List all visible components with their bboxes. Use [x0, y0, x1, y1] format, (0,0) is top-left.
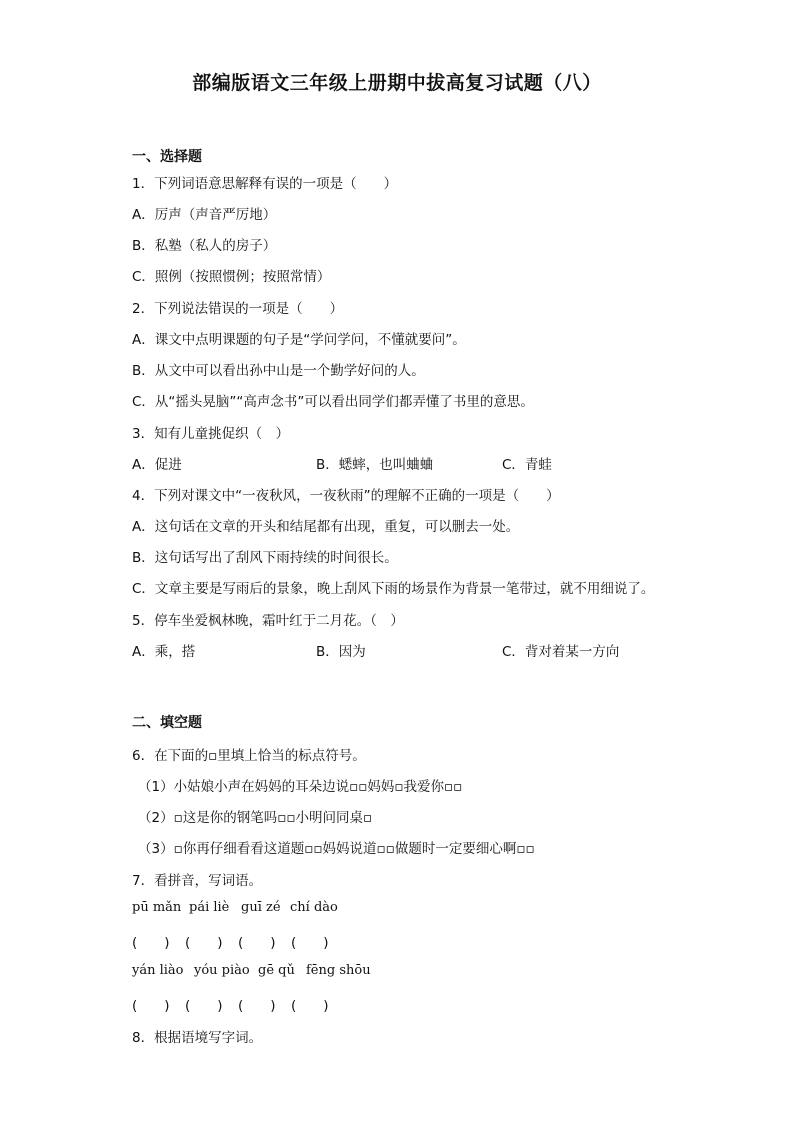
- pinyin-item: gē qǔ: [258, 963, 295, 978]
- section-heading-fill-in: 二、填空题: [132, 715, 202, 731]
- question-8-stem: 8．根据语境写字词。: [132, 1030, 263, 1046]
- question-4-stem: 4．下列对课文中“一夜秋风，一夜秋雨”的理解不正确的一项是（ ）: [132, 488, 560, 504]
- question-1-option-b: B．私塾（私人的房子）: [132, 238, 277, 254]
- answer-blank[interactable]: ( ): [291, 998, 329, 1014]
- question-2-option-b: B．从文中可以看出孙中山是一个勤学好问的人。: [132, 363, 425, 379]
- pinyin-item: pái liè: [189, 900, 230, 915]
- answer-blank[interactable]: ( ): [238, 998, 276, 1014]
- pinyin-item: yán liào: [132, 963, 184, 978]
- answer-blank[interactable]: ( ): [132, 998, 170, 1014]
- question-1-option-c: C．照例（按照惯例；按照常情）: [132, 269, 331, 285]
- page-title: 部编版语文三年级上册期中拔高复习试题（八）: [192, 72, 602, 94]
- answer-blank[interactable]: ( ): [132, 935, 170, 951]
- question-6-stem: 6．在下面的▫里填上恰当的标点符号。: [132, 748, 366, 764]
- pinyin-item: chí dào: [290, 900, 338, 915]
- answer-blank[interactable]: ( ): [185, 998, 223, 1014]
- question-6-line-2: （2）▫这是你的钢笔吗▫▫小明问同桌▫: [138, 810, 373, 826]
- question-3-option-c: C．青蛙: [502, 457, 552, 473]
- question-6-line-1: （1）小姑娘小声在妈妈的耳朵边说▫▫妈妈▫我爱你▫▫: [138, 779, 463, 795]
- question-4-option-b: B．这句话写出了刮风下雨持续的时间很长。: [132, 550, 398, 566]
- question-5-stem: 5．停车坐爱枫林晚，霜叶红于二月花。（ ）: [132, 613, 404, 629]
- pinyin-item: yóu piào: [194, 963, 250, 978]
- pinyin-item: guī zé: [241, 900, 281, 915]
- question-1-option-a: A．厉声（声音严厉地）: [132, 207, 277, 223]
- question-5-option-a: A．乘，搭: [132, 644, 196, 660]
- question-5-option-c: C．背对着某一方向: [502, 644, 620, 660]
- answer-blank[interactable]: ( ): [185, 935, 223, 951]
- question-2-stem: 2．下列说法错误的一项是（ ）: [132, 301, 344, 317]
- pinyin-item: fēng shōu: [306, 963, 371, 978]
- question-3-option-b: B．蟋蟀，也叫蛐蛐: [316, 457, 434, 473]
- question-7-stem: 7．看拼音，写词语。: [132, 873, 263, 889]
- question-3-stem: 3．知有儿童挑促织（ ）: [132, 426, 290, 442]
- question-4-option-a: A．这句话在文章的开头和结尾都有出现，重复，可以删去一处。: [132, 519, 520, 535]
- question-2-option-c: C．从“摇头晃脑”“高声念书”可以看出同学们都弄懂了书里的意思。: [132, 394, 534, 410]
- question-4-option-c: C．文章主要是写雨后的景象，晚上刮风下雨的场景作为背景一笔带过，就不用细说了。: [132, 581, 655, 597]
- question-3-option-a: A．促进: [132, 457, 182, 473]
- section-heading-choice: 一、选择题: [132, 149, 202, 165]
- question-6-line-3: （3）▫你再仔细看看这道题▫▫妈妈说道▫▫做题时一定要细心啊▫▫: [138, 841, 535, 857]
- question-2-option-a: A．课文中点明课题的句子是“学问学问，不懂就要问”。: [132, 332, 466, 348]
- question-1-stem: 1．下列词语意思解释有误的一项是（ ）: [132, 176, 398, 192]
- answer-blank[interactable]: ( ): [238, 935, 276, 951]
- question-5-option-b: B．因为: [316, 644, 366, 660]
- answer-blank[interactable]: ( ): [291, 935, 329, 951]
- pinyin-item: pū mǎn: [132, 900, 182, 915]
